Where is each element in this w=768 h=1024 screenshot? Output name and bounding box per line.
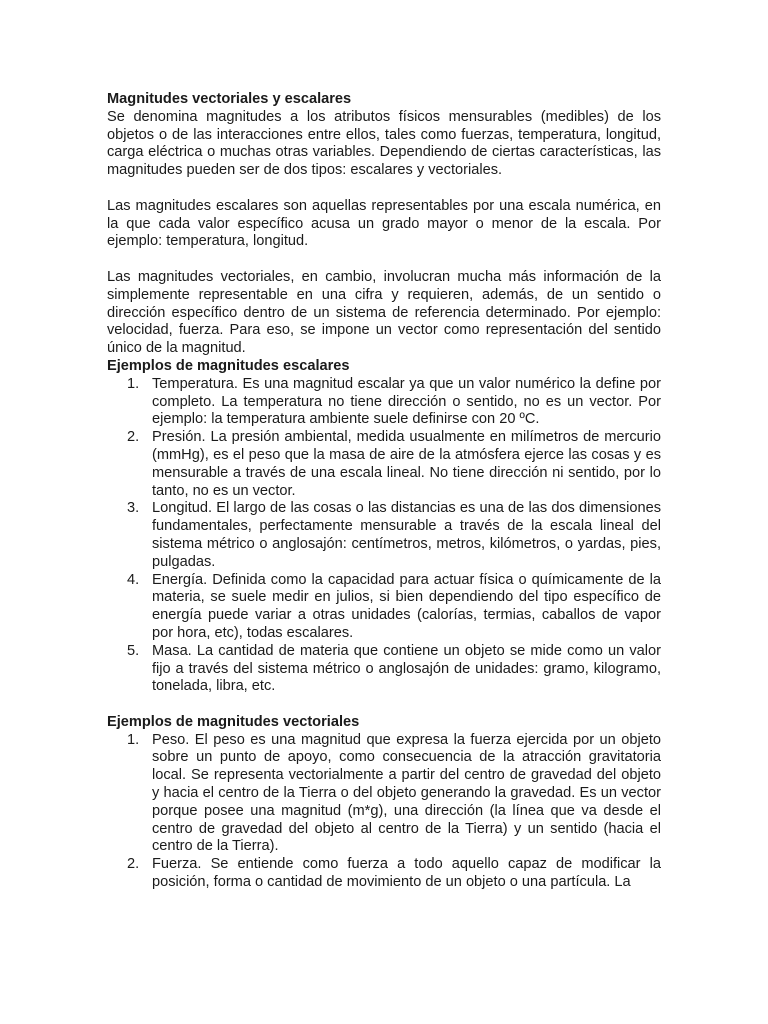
list-item-text: Longitud. El largo de las cosas o las distancias es una de las dos dimensiones fundamentales, perfectamente mensurable a través de la escala lineal del sistema métrico o anglosajón: centímetros, metros, kilómetros, o yardas, pies, pulgadas. [152,500,661,570]
document-page [107,91,661,892]
list-item [107,856,661,892]
list-item-text: Presión. La presión ambiental, medida usualmente en milímetros de mercurio (mmHg), es el peso que la masa de aire de la atmósfera ejerce las cosas y es mensurable a través de una escala lineal. No tiene dirección ni sentido, por lo tanto, no es un vector. [152,429,661,499]
section-title-vector-examples: Ejemplos de magnitudes vectoriales [107,713,360,730]
list-item-text: Energía. Definida como la capacidad para actuar física o químicamente de la materia, se suele medir en julios, si bien dependiendo del tipo específico de energía puede variar a otras unidades (calorías, termias, caballos de vapor por hora, etc), todas escalares. [152,571,661,641]
list-item-text: Temperatura. Es una magnitud escalar ya que un valor numérico la define por completo. La temperatura no tiene dirección o sentido, no es un vector. Por ejemplo: la temperatura ambiente suele definirse con 20 ºC. [152,375,661,428]
list-item-number: 1. [127,731,140,748]
section-title-scalar-examples: Ejemplos de magnitudes escalares [107,357,350,374]
intro-paragraph-3: Las magnitudes vectoriales, en cambio, involucran mucha más información de la simplemente representable en una cifra y requieren, además, de un sentido o dirección específico dentro de un sistema de referencia determinado. Por ejemplo: velocidad, fuerza. Para eso, se impone un vector como representación del sentido único de la magnitud. [107,268,661,357]
paragraph-spacer [107,251,661,269]
list-item-text: Peso. El peso es una magnitud que expresa la fuerza ejercida por un objeto sobre un punto de apoyo, como consecuencia de la atracción gravitatoria local. Se representa vectorialmente a partir del centro de gravedad del objeto y hacia el centro de la Tierra o del objeto generando la gravedad. Es un vector porque posee una magnitud (m*g), una dirección (la línea que va desde el centro de gravedad del objeto al centro de la Tierra) y un sentido (hacia el centro de la Tierra). [152,731,661,855]
list-item-number: 5. [127,642,140,659]
list-item-text: Fuerza. Se entiende como fuerza a todo aquello capaz de modificar la posición, forma o cantidad de movimiento de un objeto o una partícula. La [152,856,661,891]
paragraph-spacer [107,696,661,714]
list-item [107,643,661,696]
list-item [107,376,661,429]
intro-paragraph-1: Se denomina magnitudes a los atributos físicos mensurables (medibles) de los objetos o de las interacciones entre ellos, tales como fuerzas, temperatura, longitud, carga eléctrica o muchas otras variables. Dependiendo de ciertas características, las magnitudes pueden ser de dos tipos: escalares y vectoriales. [107,108,661,179]
list-item-number: 2. [127,856,140,873]
list-item-number: 2. [127,429,140,446]
vector-examples-list [107,732,661,892]
list-item [107,500,661,571]
list-item-number: 1. [127,375,140,392]
scalar-examples-list [107,376,661,696]
list-item-text: Masa. La cantidad de materia que contiene un objeto se mide como un valor fijo a través del sistema métrico o anglosajón de unidades: gramo, kilogramo, tonelada, libra, etc. [152,642,661,695]
paragraph-spacer [107,180,661,198]
list-item-number: 3. [127,500,140,517]
list-item [107,572,661,643]
list-item-number: 4. [127,571,140,588]
list-item [107,429,661,500]
intro-paragraph-2: Las magnitudes escalares son aquellas representables por una escala numérica, en la que cada valor específico acusa un grado mayor o menor de la escala. Por ejemplo: temperatura, longitud. [107,197,661,250]
list-item [107,732,661,857]
section-title-magnitudes: Magnitudes vectoriales y escalares [107,91,352,107]
